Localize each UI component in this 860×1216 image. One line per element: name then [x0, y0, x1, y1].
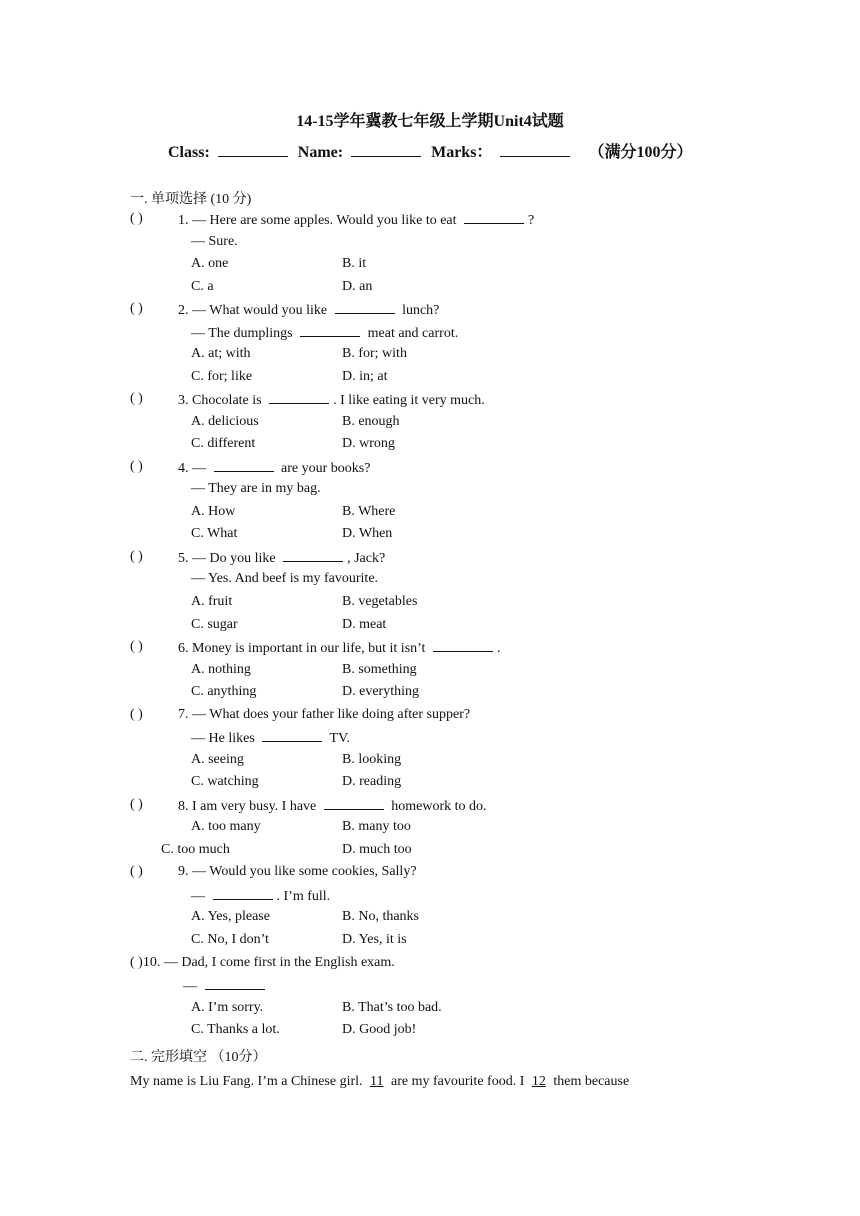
question-reply: — They are in my bag. [191, 481, 321, 496]
answer-blank [464, 211, 524, 224]
answer-blank [213, 887, 273, 900]
answer-paren: ( ) [130, 707, 143, 722]
answer-paren: ( ) [130, 864, 143, 879]
question-reply: — The dumplings meat and carrot. [191, 326, 459, 341]
answer-paren: ( ) [130, 459, 143, 474]
option-d: D. reading [342, 774, 402, 789]
class-label: Class: [168, 144, 210, 161]
question-reply: — He likes TV. [191, 731, 350, 746]
marks-blank [500, 142, 570, 157]
option-c: C. a [191, 279, 214, 294]
option-b: B. many too [342, 819, 411, 834]
question-stem: 4. — are your books? [178, 461, 371, 476]
answer-blank [205, 977, 265, 990]
cloze-blank-11: 11 [370, 1074, 384, 1089]
answer-paren: ( ) [130, 639, 143, 654]
full-marks: （满分100分） [588, 144, 693, 161]
option-a: A. nothing [191, 662, 251, 677]
option-d: D. in; at [342, 369, 388, 384]
answer-blank [300, 324, 360, 337]
option-a: A. I’m sorry. [191, 1000, 264, 1015]
option-a: A. too many [191, 819, 261, 834]
page-title: 14-15学年冀教七年级上学期Unit4试题 [296, 113, 564, 130]
answer-blank [335, 301, 395, 314]
option-d: D. Good job! [342, 1022, 417, 1037]
option-d: D. Yes, it is [342, 932, 407, 947]
option-b: B. Where [342, 504, 396, 519]
option-a: A. one [191, 256, 229, 271]
name-label: Name: [297, 144, 344, 161]
option-b: B. That’s too bad. [342, 1000, 442, 1015]
option-d: D. much too [342, 842, 412, 857]
answer-blank [433, 639, 493, 652]
answer-paren: ( ) [130, 797, 143, 812]
question-stem: 3. Chocolate is . I like eating it very much. [178, 393, 485, 408]
option-a: A. How [191, 504, 236, 519]
question-reply: — Sure. [191, 234, 238, 249]
option-b: B. enough [342, 414, 400, 429]
question-reply: — . I’m full. [191, 889, 331, 904]
answer-blank [262, 729, 322, 742]
option-b: B. for; with [342, 346, 407, 361]
option-a: A. Yes, please [191, 909, 270, 924]
section-heading-1: 一. 单项选择 (10 分) [130, 192, 252, 207]
option-c: C. too much [161, 842, 230, 857]
option-c: C. What [191, 526, 238, 541]
option-a: A. seeing [191, 752, 244, 767]
cloze-paragraph: My name is Liu Fang. I’m a Chinese girl. 11 are my favourite food. I 12 them because [130, 1074, 630, 1089]
option-d: D. meat [342, 617, 387, 632]
option-a: A. fruit [191, 594, 233, 609]
option-d: D. everything [342, 684, 419, 699]
question-stem: 1. — Here are some apples. Would you like to eat ? [178, 213, 535, 228]
cloze-blank-12: 12 [531, 1074, 546, 1089]
question-stem: 7. — What does your father like doing after supper? [178, 707, 471, 722]
question-stem: ( )10. — Dad, I come first in the English exam. [130, 955, 395, 970]
option-c: C. Thanks a lot. [191, 1022, 280, 1037]
option-b: B. vegetables [342, 594, 418, 609]
question-stem: 5. — Do you like , Jack? [178, 551, 386, 566]
option-b: B. looking [342, 752, 402, 767]
answer-blank [214, 459, 274, 472]
marks-label: Marks： [431, 144, 493, 161]
question-stem: 2. — What would you like lunch? [178, 303, 440, 318]
question-reply: — Yes. And beef is my favourite. [191, 571, 379, 586]
answer-blank [269, 391, 329, 404]
option-b: B. it [342, 256, 367, 271]
answer-paren: ( ) [130, 391, 143, 406]
student-info-row [168, 139, 692, 162]
question-stem: 8. I am very busy. I have homework to do. [178, 799, 487, 814]
option-d: D. an [342, 279, 373, 294]
question-stem: 9. — Would you like some cookies, Sally? [178, 864, 417, 879]
option-c: C. sugar [191, 617, 238, 632]
option-d: D. wrong [342, 436, 395, 451]
option-a: A. delicious [191, 414, 259, 429]
class-blank [218, 142, 288, 157]
option-c: C. different [191, 436, 256, 451]
name-blank [351, 142, 421, 157]
option-b: B. something [342, 662, 417, 677]
question-reply: — [183, 977, 269, 995]
option-c: C. for; like [191, 369, 253, 384]
question-stem: 6. Money is important in our life, but it isn’t . [178, 641, 501, 656]
answer-blank [324, 797, 384, 810]
option-a: A. at; with [191, 346, 251, 361]
option-d: D. When [342, 526, 393, 541]
answer-paren: ( ) [130, 211, 143, 226]
option-c: C. anything [191, 684, 257, 699]
section-heading-2: 二. 完形填空 （10分） [130, 1050, 267, 1065]
option-b: B. No, thanks [342, 909, 419, 924]
option-c: C. No, I don’t [191, 932, 269, 947]
option-c: C. watching [191, 774, 259, 789]
answer-paren: ( ) [130, 301, 143, 316]
answer-blank [283, 549, 343, 562]
answer-paren: ( ) [130, 549, 143, 564]
